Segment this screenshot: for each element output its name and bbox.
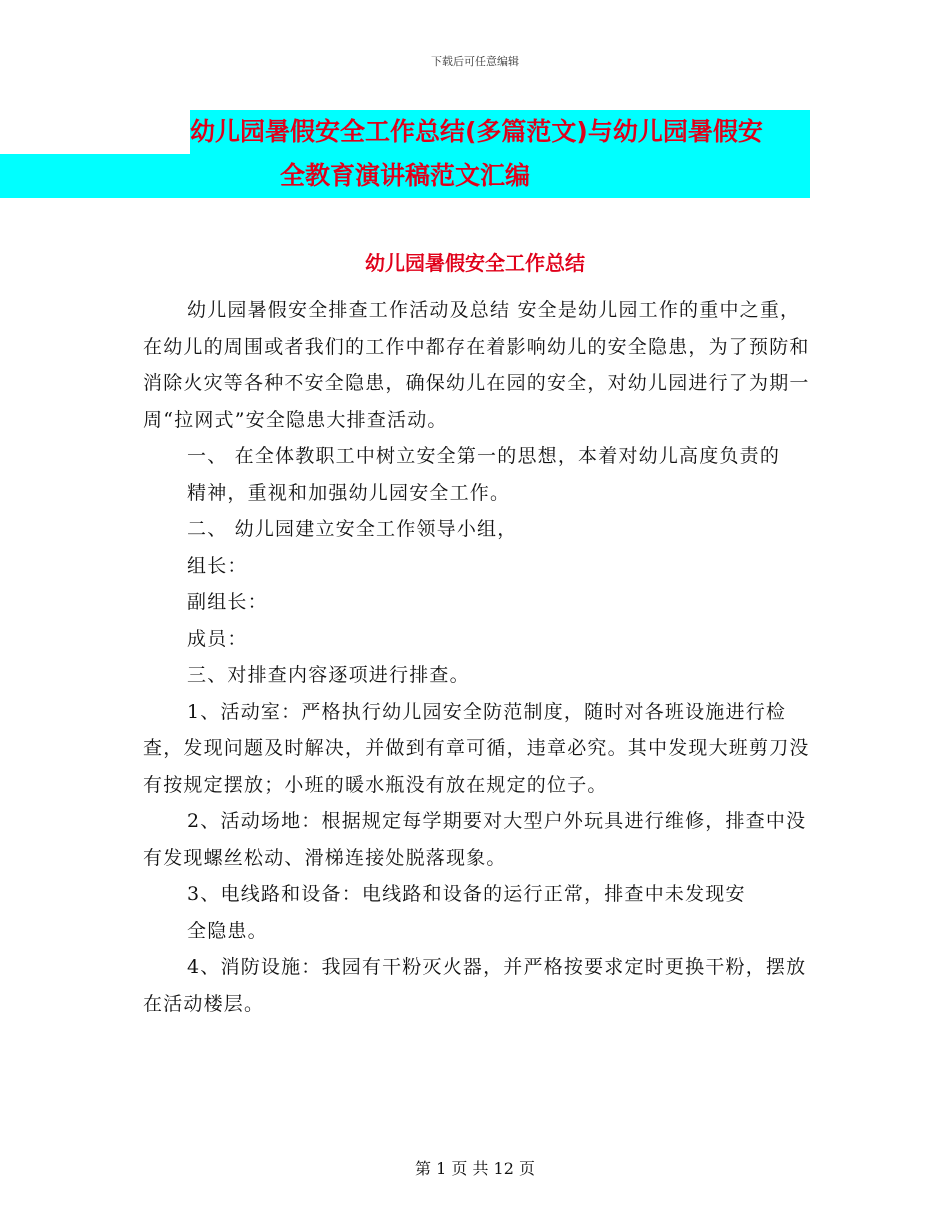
document-body	[143, 292, 810, 1022]
paragraph-item-1-cont: 精神，重视和加强幼儿园安全工作。	[187, 481, 511, 504]
paragraph-wiring-cont: 全隐患。	[187, 919, 268, 942]
paragraph-item-3: 三、对排查内容逐项进行排查。	[187, 664, 470, 686]
page-header: 下载后可任意编辑	[431, 55, 519, 68]
paragraph-activity-room: 1、活动室：严格执行幼儿园安全防范制度，随时对各班设施进行检查，发现问题及时解决，并做到有章可循，违章必究。其中发现大班剪刀没有按规定摆放；小班的暖水瓶没有放在规定的位子。	[143, 700, 810, 796]
paragraph-intro: 幼儿园暑假安全排查工作活动及总结 安全是幼儿园工作的重中之重，在幼儿的周围或者我们的工作中都存在着影响幼儿的安全隐患，为了预防和消除火灾等各种不安全隐患，确保幼儿在园的安全，对幼儿园进行了为期一周“拉网式”安全隐患大排查活动。	[143, 299, 810, 431]
paragraph-wiring: 3、电线路和设备：电线路和设备的运行正常，排查中未发现安	[187, 883, 746, 905]
paragraph-item-2: 二、 幼儿园建立安全工作领导小组，	[187, 518, 518, 540]
paragraph-leader: 组长：	[187, 554, 248, 577]
paragraph-activity-site: 2、活动场地：根据规定每学期要对大型户外玩具进行维修，排查中没有发现螺丝松动、滑梯连接处脱落现象。	[143, 810, 807, 869]
title-line-1: 幼儿园暑假安全工作总结(多篇范文)与幼儿园暑假安	[190, 117, 763, 146]
section-title: 幼儿园暑假安全工作总结	[365, 251, 585, 275]
paragraph-members: 成员：	[187, 627, 248, 650]
title-line-2: 全教育演讲稿范文汇编	[279, 161, 530, 190]
paragraph-item-1: 一、 在全体教职工中树立安全第一的思想，本着对幼儿高度负责的	[187, 445, 781, 467]
document-title	[190, 110, 810, 198]
page-footer: 第 1 页 共 12 页	[415, 1159, 535, 1178]
paragraph-fire-facilities: 4、消防设施：我园有干粉灭火器，并严格按要求定时更换干粉，摆放在活动楼层。	[143, 956, 807, 1015]
paragraph-deputy-leader: 副组长：	[187, 591, 268, 613]
